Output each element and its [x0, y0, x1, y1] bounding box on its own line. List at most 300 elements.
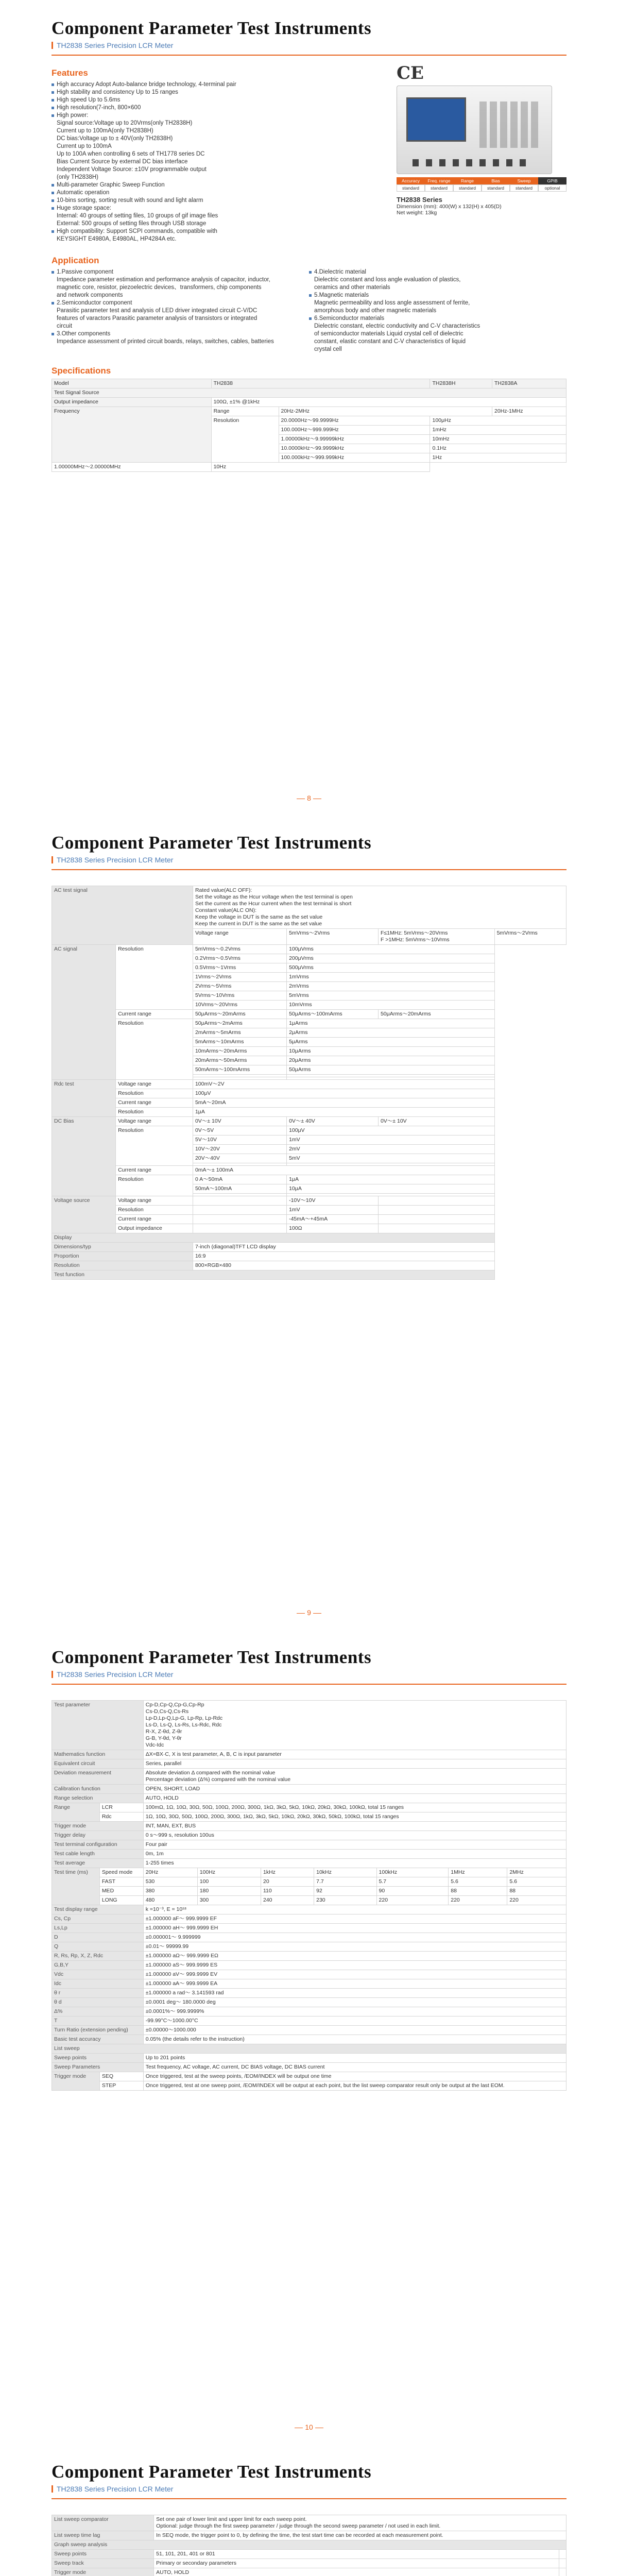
- table-cell: 5mVrms: [287, 991, 495, 1000]
- list-item: Impedance assessment of printed circuit boards, relays, switches, cables, batteries: [57, 338, 274, 345]
- table-cell: 220: [376, 1895, 449, 1905]
- list-item: Current up to 100mA(only TH2838H): [57, 127, 153, 134]
- table-cell: 20.0000Hz～99.9999Hz: [279, 416, 430, 425]
- table-cell: Cs, Cp: [52, 1914, 144, 1923]
- table-cell: 7-inch (diagonal)TFT LCD display: [193, 1242, 494, 1251]
- table-cell: Current range: [116, 1214, 193, 1224]
- table-cell: 5.6: [507, 1877, 566, 1886]
- table-cell: TH2838A: [492, 379, 566, 388]
- table-cell: ±1.000000 a rad～ 3.141593 rad: [143, 1988, 566, 1997]
- table-cell: Test average: [52, 1858, 144, 1868]
- table-cell: 1μArms: [287, 1019, 495, 1028]
- table-row: [52, 1793, 566, 1803]
- table-cell: Display: [52, 1233, 495, 1242]
- table-row: [52, 1997, 566, 2007]
- table-cell: OPEN, SHORT, LOAD: [143, 1784, 566, 1793]
- table-cell: [559, 2549, 566, 2558]
- page-subtitle-row: [52, 856, 566, 864]
- table-cell: FAST: [99, 1877, 143, 1886]
- table-cell: 100μVrms: [287, 944, 495, 954]
- page-subtitle: TH2838 Series Precision LCR Meter: [57, 855, 174, 864]
- table-cell: Test terminal configuration: [52, 1840, 144, 1849]
- table-cell: Test function: [52, 1270, 495, 1279]
- subtitle-accent: [52, 42, 53, 49]
- table-cell: Basic test accuracy: [52, 2035, 144, 2044]
- table-cell: TH2838H: [430, 379, 492, 388]
- table-cell: 5mVrms～2Vrms: [287, 928, 379, 944]
- table-cell: 2Vrms～5Vrms: [193, 981, 286, 991]
- table-cell: 20Hz: [143, 1868, 197, 1877]
- table-cell: Mathematics function: [52, 1750, 144, 1759]
- list-item: of semiconductor materials Liquid crystal cell of dielectric: [314, 330, 464, 337]
- product-name: TH2838 Series: [397, 195, 442, 204]
- table-cell: 5Vrms～10Vrms: [193, 991, 286, 1000]
- table-row: [52, 1895, 566, 1905]
- table-row: [52, 1821, 566, 1831]
- list-item: High compatibility: Support SCPI commands, compatible with: [52, 228, 391, 235]
- table-cell: Primary or secondary parameters: [154, 2558, 559, 2568]
- table-row: [52, 1905, 566, 1914]
- table-cell: 0 A～50mA: [193, 1175, 286, 1184]
- table-cell: List sweep: [52, 2044, 566, 2053]
- table-cell: Resolution: [52, 1261, 193, 1270]
- table-cell: AC test signal: [52, 886, 193, 944]
- table-cell: T: [52, 2016, 144, 2025]
- feature-badge: Freq. range standard: [425, 177, 453, 192]
- application-list-left: [52, 268, 309, 353]
- table-cell: 1-255 times: [143, 1858, 566, 1868]
- specifications-title: Specifications: [52, 365, 111, 376]
- table-row: [52, 1886, 566, 1895]
- table-row: [52, 1784, 566, 1793]
- table-row: [52, 1979, 566, 1988]
- table-row: [52, 1700, 566, 1750]
- table-cell: Once triggered, test at the sweep points, /EOM/INDEX will be output one time: [143, 2072, 566, 2081]
- table-cell: 2mVrms: [287, 981, 495, 991]
- table-cell: [378, 1224, 494, 1233]
- table-row: [52, 1849, 566, 1858]
- table-cell: 10μArms: [287, 1046, 495, 1056]
- table-row: [52, 1970, 566, 1979]
- list-item: amorphous body and other magnetic materials: [314, 307, 437, 314]
- table-cell: Test frequency, AC voltage, AC current, DC BIAS voltage, DC BIAS current: [143, 2062, 566, 2072]
- title-rule: [52, 869, 566, 870]
- table-cell: [193, 1205, 286, 1214]
- table-cell: 50μArms～20mArms: [378, 1009, 494, 1019]
- table-cell: 100mΩ, 1Ω, 10Ω, 30Ω, 50Ω, 100Ω, 200Ω, 300Ω, 1kΩ, 3kΩ, 5kΩ, 10kΩ, 20kΩ, 30kΩ, 100kΩ, total 15 ranges: [143, 1803, 566, 1812]
- table-row: [52, 2540, 566, 2549]
- list-item: High stability and consistency Up to 15 ranges: [52, 89, 391, 96]
- table-cell: 0.2Vrms～0.5Vrms: [193, 954, 286, 963]
- table-row: [52, 1759, 566, 1768]
- table-cell: Trigger mode: [52, 1821, 144, 1831]
- table-row: [52, 1768, 566, 1784]
- table-cell: R, Rs, Rp, X, Z, Rdc: [52, 1951, 144, 1960]
- spec-table-2: [52, 886, 566, 1280]
- table-row: [52, 1165, 566, 1175]
- table-row: [52, 1868, 566, 1877]
- table-cell: Ls,Lp: [52, 1923, 144, 1933]
- table-cell: Calibration function: [52, 1784, 144, 1793]
- table-cell: Speed mode: [99, 1868, 143, 1877]
- table-cell: ±0.00000～1000.000: [143, 2025, 566, 2035]
- table-cell: Rdc: [99, 1812, 143, 1821]
- table-cell: Rdc test: [52, 1079, 116, 1116]
- table-cell: 0.05% (the details refer to the instruction): [143, 2035, 566, 2044]
- table-row: [52, 1960, 566, 1970]
- table-cell: ±1.000000 aV～ 999.9999 EV: [143, 1970, 566, 1979]
- table-row: [52, 2558, 566, 2568]
- table-row: [52, 379, 566, 388]
- table-cell: Voltage range: [116, 1079, 193, 1089]
- table-row: [52, 2531, 566, 2540]
- table-cell: Output impedance: [116, 1224, 193, 1233]
- page-1: [0, 0, 618, 815]
- table-cell: 88: [507, 1886, 566, 1895]
- table-cell: Q: [52, 1942, 144, 1951]
- feature-badge: GPIB optional: [538, 177, 566, 192]
- table-cell: 100mV～2V: [193, 1079, 494, 1089]
- table-cell: 100kHz: [376, 1868, 449, 1877]
- table-cell: 2mArms～5mArms: [193, 1028, 286, 1037]
- table-row: [52, 1750, 566, 1759]
- table-cell: 100: [197, 1877, 261, 1886]
- table-row: [52, 1914, 566, 1923]
- table-cell: Voltage range: [116, 1116, 193, 1126]
- table-cell: Resolution: [116, 1107, 193, 1116]
- table-cell: 240: [261, 1895, 314, 1905]
- table-row: [52, 1923, 566, 1933]
- table-row: [52, 1224, 566, 1233]
- table-row: [52, 1107, 566, 1116]
- list-item: (only TH2838H): [57, 174, 98, 180]
- table-row: [52, 1009, 566, 1019]
- table-cell: 100Ω: [287, 1224, 379, 1233]
- table-cell: 0mA～± 100mA: [193, 1165, 494, 1175]
- page-subtitle-row: [52, 1670, 566, 1679]
- table-row: [52, 2081, 566, 2090]
- table-cell: 110: [261, 1886, 314, 1895]
- table-cell: In SEQ mode, the trigger point to 0, by defining the time, the test start time can be recorded at each measurement point.: [154, 2531, 566, 2540]
- page-subtitle: TH2838 Series Precision LCR Meter: [57, 2484, 174, 2493]
- table-cell: 100.000kHz～999.999kHz: [279, 453, 430, 462]
- table-cell: ±0.0001%～ 999.9999%: [143, 2007, 566, 2016]
- table-row: [52, 1019, 566, 1028]
- table-cell: Once triggered, test at one sweep point, /EOM/INDEX will be output at each point, but the list sweep comparator result only be output at the last EOM.: [143, 2081, 566, 2090]
- table-row: [52, 1803, 566, 1812]
- table-cell: 0.1Hz: [430, 444, 566, 453]
- table-cell: AC signal: [52, 944, 116, 1079]
- table-cell: Turn Ratio (extension pending): [52, 2025, 144, 2035]
- table-cell: -45mA～+45mA: [287, 1214, 379, 1224]
- spec-table-4: [52, 2515, 566, 2576]
- list-item: Signal source:Voltage up to 20Vrms(only TH2838H): [57, 120, 193, 126]
- table-cell: 220: [507, 1895, 566, 1905]
- list-item: 6.Semiconductor materials: [309, 315, 566, 323]
- table-cell: Proportion: [52, 1251, 193, 1261]
- list-item: magnetic core, resistor, piezoelectric devices、transformers, chip components: [57, 284, 262, 291]
- table-cell: Series, parallel: [143, 1759, 566, 1768]
- table-row: [52, 2016, 566, 2025]
- page-title: Component Parameter Test Instruments: [52, 18, 372, 38]
- list-item: 3.Other components: [52, 330, 309, 338]
- table-cell: Trigger delay: [52, 1831, 144, 1840]
- table-row: [52, 1196, 566, 1205]
- table-cell: 10mArms～20mArms: [193, 1046, 286, 1056]
- table-row: [52, 2568, 566, 2576]
- table-cell: 1.00000MHz～2.00000MHz: [52, 462, 212, 471]
- list-item: Current up to 100mA: [57, 143, 112, 149]
- table-cell: Equivalent circuit: [52, 1759, 144, 1768]
- table-cell: 5mVrms～2Vrms: [494, 928, 566, 944]
- list-item: crystal cell: [314, 346, 342, 352]
- table-cell: 10.0000kHz～99.9999kHz: [279, 444, 430, 453]
- table-cell: ±1.000000 aS～ 999.9999 ES: [143, 1960, 566, 1970]
- table-row: [52, 1812, 566, 1821]
- table-row: [52, 1233, 566, 1242]
- table-cell: 500μVrms: [287, 963, 495, 972]
- table-cell: 10Hz: [211, 462, 430, 471]
- table-cell: 100.000Hz～999.999Hz: [279, 425, 430, 434]
- table-cell: Current range: [116, 1165, 193, 1175]
- list-item: Multi-parameter Graphic Sweep Function: [52, 181, 391, 189]
- table-cell: Test display range: [52, 1905, 144, 1914]
- table-cell: AUTO, HOLD: [143, 1793, 566, 1803]
- table-cell: 530: [143, 1877, 197, 1886]
- table-cell: 20μArms: [287, 1056, 495, 1065]
- table-cell: [378, 1196, 494, 1205]
- table-row: [52, 1089, 566, 1098]
- list-item: 5.Magnetic materials: [309, 292, 566, 299]
- table-cell: 50μArms～100mArms: [287, 1009, 379, 1019]
- table-cell: 20mArms～50mArms: [193, 1056, 286, 1065]
- table-cell: D: [52, 1933, 144, 1942]
- table-cell: 7.7: [314, 1877, 376, 1886]
- table-cell: Sweep points: [52, 2053, 144, 2062]
- feature-badge: Range standard: [453, 177, 482, 192]
- table-cell: Resolution: [211, 416, 279, 462]
- list-item: Dielectric constant and loss angle evaluation of plastics,: [314, 276, 461, 283]
- table-cell: Resolution: [116, 944, 193, 1009]
- table-row: [52, 2025, 566, 2035]
- table-cell: k =10⁻³, E = 10¹⁸: [143, 1905, 566, 1914]
- table-row: [52, 1951, 566, 1960]
- list-item: High power:: [52, 112, 391, 120]
- table-cell: Idc: [52, 1979, 144, 1988]
- page-subtitle-row: [52, 41, 566, 49]
- table-cell: -10V～10V: [287, 1196, 379, 1205]
- table-cell: ±0.0001 deg～ 180.0000 deg: [143, 1997, 566, 2007]
- page-subtitle: TH2838 Series Precision LCR Meter: [57, 41, 174, 49]
- table-cell: 180: [197, 1886, 261, 1895]
- table-cell: 5.6: [449, 1877, 507, 1886]
- table-row: [52, 1116, 566, 1126]
- table-cell: 5μArms: [287, 1037, 495, 1046]
- list-item: Impedance parameter estimation and performance analysis of capacitor, inductor,: [57, 276, 270, 283]
- table-cell: 90: [376, 1886, 449, 1895]
- list-item: Parasitic parameter test and analysis of LED driver integrated circuit C-V/DC: [57, 307, 258, 314]
- table-row: [52, 1858, 566, 1868]
- table-cell: 20V～40V: [193, 1154, 286, 1163]
- table-cell: 100Hz: [197, 1868, 261, 1877]
- table-cell: DC Bias: [52, 1116, 116, 1196]
- table-cell: Resolution: [116, 1205, 193, 1214]
- list-item: and network components: [57, 292, 123, 298]
- table-cell: 2mV: [287, 1144, 495, 1154]
- table-cell: 10mHz: [430, 434, 566, 444]
- list-item: 1.Passive component: [52, 268, 309, 276]
- table-cell: 5V～10V: [193, 1135, 286, 1144]
- table-cell: AUTO, HOLD: [154, 2568, 559, 2576]
- table-row: [52, 2035, 566, 2044]
- feature-badge: Sweep standard: [510, 177, 538, 192]
- feature-badge: Bias standard: [482, 177, 510, 192]
- product-dimensions: Dimension (mm): 400(W) x 132(H) x 405(D): [397, 203, 502, 210]
- table-cell: 92: [314, 1886, 376, 1895]
- table-row: [52, 1831, 566, 1840]
- table-row: [52, 1877, 566, 1886]
- table-cell: Deviation measurement: [52, 1768, 144, 1784]
- table-cell: Δ%: [52, 2007, 144, 2016]
- table-row: [52, 462, 566, 471]
- table-cell: 5mV: [287, 1154, 495, 1163]
- table-cell: 50mA～100mA: [193, 1184, 286, 1193]
- table-cell: Sweep points: [52, 2549, 154, 2558]
- table-row: [52, 1251, 566, 1261]
- list-item: 10-bins sorting, sorting result with sound and light alarm: [52, 197, 391, 205]
- table-cell: 1Ω, 10Ω, 30Ω, 50Ω, 100Ω, 200Ω, 300Ω, 1kΩ, 3kΩ, 5kΩ, 10kΩ, 20kΩ, 30kΩ, 50kΩ, 100kΩ, total 15 ranges: [143, 1812, 566, 1821]
- list-item: features of varactors Parasitic parameter analysis of transistors or integrated: [57, 315, 258, 321]
- table-row: [52, 2062, 566, 2072]
- table-cell: 100Ω, ±1% @1kHz: [211, 397, 566, 406]
- page-title: Component Parameter Test Instruments: [52, 2462, 372, 2482]
- table-row: [52, 1242, 566, 1251]
- table-cell: Range: [211, 406, 279, 416]
- table-cell: Resolution: [116, 1175, 193, 1196]
- table-cell: 220: [449, 1895, 507, 1905]
- table-cell: 1MHz: [449, 1868, 507, 1877]
- list-item: Up to 100A when controlling 6 sets of TH1778 series DC: [57, 150, 205, 157]
- table-cell: 0m, 1m: [143, 1849, 566, 1858]
- table-cell: 1mHz: [430, 425, 566, 434]
- table-cell: 1.00000kHz～9.99999kHz: [279, 434, 430, 444]
- table-cell: 20: [261, 1877, 314, 1886]
- table-row: [52, 1205, 566, 1214]
- table-row: [52, 1988, 566, 1997]
- page-number: 9: [0, 1608, 618, 1617]
- table-cell: 20Hz-1MHz: [492, 406, 566, 416]
- application-list-right: [309, 268, 566, 353]
- lcr-meter-image: [397, 86, 552, 174]
- feature-badges: [397, 177, 566, 192]
- table-cell: 2μArms: [287, 1028, 495, 1037]
- table-cell: θ d: [52, 1997, 144, 2007]
- page-title: Component Parameter Test Instruments: [52, 1647, 372, 1667]
- page-title: Component Parameter Test Instruments: [52, 833, 372, 853]
- title-rule: [52, 2498, 566, 2499]
- spec-table-3: [52, 1700, 566, 2091]
- table-row: [52, 944, 566, 954]
- page-number: 8: [0, 794, 618, 802]
- table-cell: 100μHz: [430, 416, 566, 425]
- table-row: [52, 1270, 566, 1279]
- table-row: [52, 886, 566, 928]
- table-cell: Range: [52, 1803, 100, 1821]
- table-row: [52, 388, 566, 397]
- table-cell: Voltage range: [116, 1196, 193, 1205]
- table-cell: 1Hz: [430, 453, 566, 462]
- table-cell: 5mA～20mA: [193, 1098, 494, 1107]
- table-cell: θ r: [52, 1988, 144, 1997]
- table-cell: 1mVrms: [287, 972, 495, 981]
- list-item: constant, elastic constant and C-V characteristics of liquid: [314, 338, 466, 345]
- table-cell: 100μV: [287, 1126, 495, 1135]
- table-cell: 20Hz-2MHz: [279, 406, 492, 416]
- list-item: circuit: [57, 323, 73, 329]
- table-cell: [193, 1196, 286, 1205]
- table-cell: Test parameter: [52, 1700, 144, 1750]
- list-item: KEYSIGHT E4980A, E4980AL, HP4284A etc.: [57, 235, 177, 242]
- table-cell: 380: [143, 1886, 197, 1895]
- table-cell: List sweep time lag: [52, 2531, 154, 2540]
- table-cell: [559, 2558, 566, 2568]
- table-cell: Absolute deviation Δ compared with the nominal value Percentage deviation (Δ%) compared with the nominal value: [143, 1768, 566, 1784]
- table-cell: Frequency: [52, 406, 212, 462]
- table-cell: Resolution: [116, 1019, 193, 1079]
- application-title: Application: [52, 255, 99, 265]
- table-cell: Set one pair of lower limit and upper limit for each sweep point. Optional: judge through the first sweep parameter / judge through the second sweep parameter / not used in each limit.: [154, 2515, 566, 2531]
- table-cell: Resolution: [116, 1089, 193, 1098]
- page-2: [0, 815, 618, 1629]
- table-cell: Voltage source: [52, 1196, 116, 1233]
- table-cell: Voltage range: [193, 928, 286, 944]
- table-cell: 1μA: [193, 1107, 494, 1116]
- table-cell: 50mArms～100mArms: [193, 1065, 286, 1074]
- table-cell: 300: [197, 1895, 261, 1905]
- table-cell: 0V～5V: [193, 1126, 286, 1135]
- table-row: [52, 1933, 566, 1942]
- table-cell: Trigger mode: [52, 2568, 154, 2576]
- table-cell: 0V～± 10V: [193, 1116, 286, 1126]
- table-row: [52, 1261, 566, 1270]
- table-cell: 800×RGB×480: [193, 1261, 494, 1270]
- list-item: Dielectric constant, electric conductivity and C-V characteristics: [314, 323, 480, 329]
- table-cell: [193, 1224, 286, 1233]
- table-row: [52, 397, 566, 406]
- table-row: [52, 1942, 566, 1951]
- table-cell: 51, 101, 201, 401 or 801: [154, 2549, 559, 2558]
- table-cell: -99.99°C～1000.00°C: [143, 2016, 566, 2025]
- table-cell: Sweep track: [52, 2558, 154, 2568]
- table-row: [52, 2044, 566, 2053]
- table-cell: 5.7: [376, 1877, 449, 1886]
- list-item: Internal: 40 groups of setting files, 10 groups of gif image files: [57, 212, 218, 219]
- table-cell: 50μArms～2mArms: [193, 1019, 286, 1028]
- list-item: 4.Dielectric material: [309, 268, 566, 276]
- list-item: Huge storage space:: [52, 205, 391, 212]
- table-row: [52, 2007, 566, 2016]
- table-cell: [378, 1205, 494, 1214]
- table-cell: Dimensions/typ: [52, 1242, 193, 1251]
- table-cell: List sweep comparator: [52, 2515, 154, 2531]
- table-cell: 10μA: [287, 1184, 495, 1193]
- table-cell: ±1.000000 aA～ 999.9999 EA: [143, 1979, 566, 1988]
- table-row: [52, 1098, 566, 1107]
- table-cell: Test cable length: [52, 1849, 144, 1858]
- list-item: DC bias:Voltage up to ± 40V(only TH2838H): [57, 135, 173, 142]
- page-subtitle: TH2838 Series Precision LCR Meter: [57, 1670, 174, 1679]
- page-3: [0, 1629, 618, 2444]
